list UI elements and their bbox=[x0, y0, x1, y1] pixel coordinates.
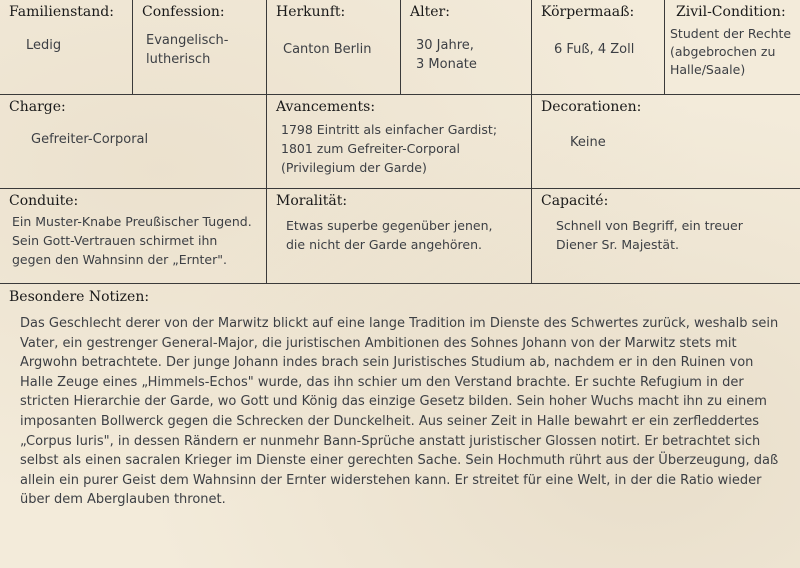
cell-avancements bbox=[267, 95, 532, 189]
value-confession: Evangelisch- lutherisch bbox=[146, 33, 229, 67]
cell-decorationen bbox=[532, 95, 800, 189]
cell-confession bbox=[133, 0, 267, 95]
cell-moralitaet bbox=[267, 189, 532, 284]
cell-zivil bbox=[665, 0, 800, 95]
label-familienstand: Familienstand: bbox=[9, 4, 114, 20]
label-moralitaet: Moralität: bbox=[276, 193, 348, 209]
value-koerpermaass: 6 Fuß, 4 Zoll bbox=[554, 42, 635, 57]
value-capacite: Schnell von Begriff, ein treuer Diener Sr. Majestät. bbox=[556, 218, 743, 252]
cell-capacite bbox=[532, 189, 800, 284]
cell-charge bbox=[0, 95, 267, 189]
label-charge: Charge: bbox=[9, 99, 66, 115]
cell-herkunft bbox=[267, 0, 401, 95]
label-zivil: Zivil-Condition: bbox=[676, 4, 786, 20]
notes-heading: Besondere Notizen: bbox=[9, 289, 150, 305]
label-confession: Confession: bbox=[142, 4, 225, 20]
value-moralitaet: Etwas superbe gegenüber jenen, die nicht der Garde angehören. bbox=[286, 218, 493, 252]
label-koerpermaass: Körpermaaß: bbox=[541, 4, 635, 20]
cell-conduite bbox=[0, 189, 267, 284]
value-familienstand: Ledig bbox=[26, 38, 62, 53]
value-zivil: Student der Rechte (abgebrochen zu Halle/Saale) bbox=[670, 26, 792, 77]
label-alter: Alter: bbox=[410, 4, 450, 20]
cell-familienstand bbox=[0, 0, 133, 95]
value-alter: 30 Jahre, 3 Monate bbox=[416, 38, 477, 72]
value-conduite: Ein Muster-Knabe Preußischer Tugend. Sein Gott-Vertrauen schirmet ihn gegen den Wahnsinn der „Ernter". bbox=[12, 214, 252, 267]
notes-text: Das Geschlecht derer von der Marwitz blickt auf eine lange Tradition im Dienste des Schwertes zurück, weshalb sein Vater, ein gestrenger General-Major, die juristischen Ambitionen des Sohnes Johann von der Marwitz stets mit Argwohn betrachtete. Der junge Johann indes brach sein Juristisches Studium ab, nachdem er in den Ruinen von Halle Zeuge eines „Himmels-Echos" wurde, das ihn schier um den Verstand brachte. Er suchte Refugium in der stricten Hierarchie der Garde, wo Gott und König das einzige Gesetz bilden. Sein hoher Wuchs macht ihn zu einem imposanten Bollwerck gegen die Schrecken der Dunckelheit. Aus seiner Zeit in Halle bewahrt er ein zerfleddertes „Corpus Iuris", in dessen Rändern er nunmehr Bann-Sprüche anstatt juristischer Glossen notirt. Er betrachtet sich selbst als einen sacralen Krieger im Dienste einer gerechten Sache. Sein Hochmuth rührt aus der Überzeugung, daß allein ein purer Geist dem Wahnsinn der Ernter widerstehen kann. Er streitet für eine Welt, in der die Ratio wieder über dem Aberglauben thronet. bbox=[20, 316, 779, 508]
value-avancements: 1798 Eintritt als einfacher Gardist; 1801 zum Gefreiter-Corporal (Privilegium der Garde) bbox=[281, 122, 498, 175]
cell-koerpermaass bbox=[532, 0, 665, 95]
label-capacite: Capacité: bbox=[541, 193, 609, 209]
value-charge: Gefreiter-Corporal bbox=[31, 132, 149, 147]
label-avancements: Avancements: bbox=[276, 99, 376, 115]
cell-alter bbox=[401, 0, 532, 95]
label-conduite: Conduite: bbox=[9, 193, 79, 209]
value-herkunft: Canton Berlin bbox=[283, 42, 372, 57]
label-decorationen: Decorationen: bbox=[541, 99, 642, 115]
value-decorationen: Keine bbox=[570, 135, 606, 150]
label-herkunft: Herkunft: bbox=[276, 4, 346, 20]
